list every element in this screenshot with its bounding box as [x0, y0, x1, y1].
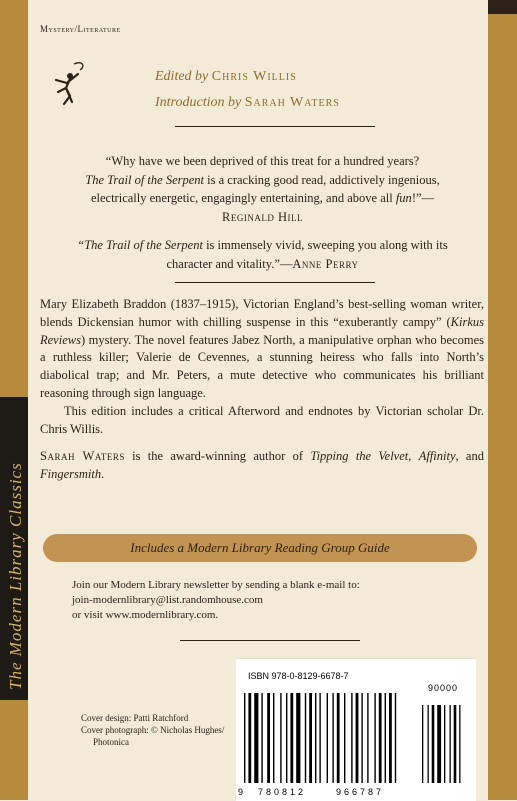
barcode-prefix: 9	[238, 787, 244, 797]
newsletter-website: or visit www.modernlibrary.com.	[72, 609, 219, 621]
bio-end: .	[101, 467, 105, 482]
addon-barcode-icon	[420, 693, 468, 783]
desc-p1-a: Mary Elizabeth Braddon (1837–1915), Victorian England’s best-selling woman writer, blends Dickensian humor with chilling suspense in this “exuberantly campy” (	[40, 297, 484, 329]
introducer-name: Sarah Waters	[244, 95, 340, 110]
cover-photo-agency: Photonica	[93, 737, 129, 747]
newsletter-email: join-modernlibrary@list.randomhouse.com	[72, 594, 263, 606]
torchbearer-logo-icon	[30, 58, 90, 108]
book-description	[40, 296, 484, 484]
right-gold-band	[488, 0, 517, 800]
quote1-title: The Trail of the Serpent	[85, 172, 205, 187]
edited-by-label: Edited by	[155, 69, 209, 84]
review-quotes	[75, 152, 450, 283]
series-title: The Modern Library Classics	[6, 462, 25, 690]
barcode-addon-digits: 90000	[428, 683, 459, 693]
quote1-end: !”—	[411, 191, 435, 205]
credits-block	[155, 64, 415, 116]
reading-group-banner: Includes a Modern Library Reading Group Guide	[43, 534, 477, 562]
description-paragraph-1	[40, 296, 484, 403]
quote1-fun: fun	[395, 191, 412, 205]
divider-bottom	[180, 640, 360, 641]
bio-sep1: ,	[408, 449, 419, 464]
divider-middle	[175, 282, 375, 283]
ean-barcode-icon	[242, 693, 410, 783]
description-paragraph-2: This edition includes a critical Afterword and endnotes by Victorian scholar Dr. Chris Willis.	[40, 403, 484, 436]
desc-p1-b: ) mystery. The novel features Jabez North, a manipulative orphan who becomes a ruthless killer; Valerie de Cevennes, a stunning heiress who falls into North’s diabolical trap; and Mr. Peters, a mute detective who communicates his brilliant reasoning through sign language.	[40, 332, 484, 400]
author-bio-text: is the award-winning author of	[124, 449, 311, 464]
introduction-by-label: Introduction by	[155, 95, 242, 110]
barcode-panel	[236, 658, 476, 801]
author-bio-name: Sarah Waters	[40, 449, 125, 464]
editor-name: Chris Willis	[211, 69, 297, 84]
barcode-left-digits: 780812	[258, 787, 307, 797]
description-paragraph-3	[40, 448, 484, 484]
newsletter-line1: Join our Modern Library newsletter by sending a blank e-mail to:	[72, 579, 360, 591]
book-fingersmith: Fingersmith	[40, 467, 102, 482]
quote-reginald-hill	[75, 152, 450, 226]
kirkus-reviews: Kirkus Reviews	[40, 314, 484, 347]
quote2-body: is immensely vivid, sweeping you along with its character and vitality.”—	[166, 238, 448, 271]
quote1-body: is a cracking good read, addictively ingenious, electrically energetic, engagingly entertaining, and above all	[90, 172, 440, 205]
quote2-title: “The Trail of the Serpent	[77, 238, 203, 252]
isbn-number: ISBN 978-0-8129-6678-7	[248, 671, 349, 681]
bio-sep2: , and	[455, 449, 484, 464]
barcode-right-digits: 966787	[336, 787, 385, 797]
quote2-attribution: Anne Perry	[292, 256, 359, 271]
book-tipping-the-velvet: Tipping the Velvet	[310, 449, 409, 464]
right-band-top	[488, 0, 517, 14]
newsletter-info	[72, 578, 452, 623]
cover-photo-credit: Cover photograph: © Nicholas Hughes/	[81, 725, 225, 735]
quote1-attribution: Reginald Hill	[222, 209, 303, 224]
quote1-text: “Why have we been deprived of this treat for a hundred years?	[105, 154, 420, 168]
book-affinity: Affinity	[418, 449, 456, 464]
divider-top	[175, 126, 375, 127]
cover-credits	[81, 712, 231, 748]
cover-design-credit: Cover design: Patti Ratchford	[81, 713, 189, 723]
quote-anne-perry	[75, 236, 450, 273]
genre-label: Mystery/Literature	[40, 24, 121, 34]
